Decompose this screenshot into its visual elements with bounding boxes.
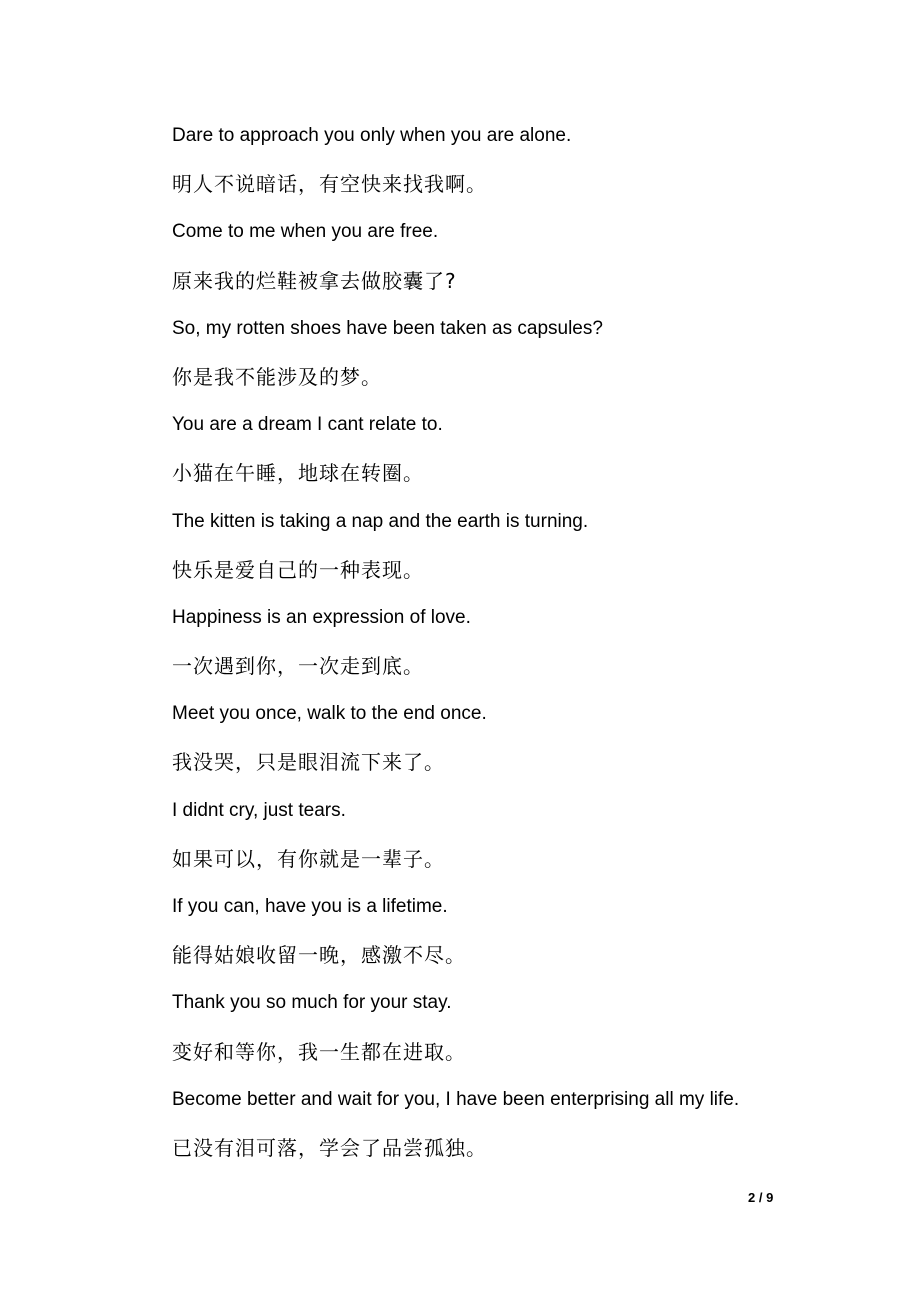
- text-line: 明人不说暗话，有空快来找我啊。: [172, 172, 487, 197]
- text-line: 我没哭，只是眼泪流下来了。: [172, 750, 445, 775]
- text-line: So, my rotten shoes have been taken as capsules?: [172, 317, 603, 339]
- text-lines: [172, 118, 872, 1178]
- text-line: 小猫在午睡，地球在转圈。: [172, 461, 424, 486]
- text-line: Happiness is an expression of love.: [172, 606, 471, 628]
- text-line: 原来我的烂鞋被拿去做胶囊了?: [172, 268, 457, 293]
- text-line: I didnt cry, just tears.: [172, 799, 346, 821]
- page-number: 2 / 9: [748, 1190, 774, 1205]
- text-line: 如果可以，有你就是一辈子。: [172, 846, 445, 871]
- text-line: 快乐是爱自己的一种表现。: [172, 557, 424, 582]
- text-line: Thank you so much for your stay.: [172, 992, 452, 1014]
- text-line: 一次遇到你，一次走到底。: [172, 654, 424, 679]
- text-line: Become better and wait for you, I have been enterprising all my life.: [172, 1088, 740, 1110]
- text-line: Meet you once, walk to the end once.: [172, 703, 487, 725]
- text-line: 你是我不能涉及的梦。: [172, 364, 382, 389]
- text-line: 变好和等你，我一生都在进取。: [172, 1039, 466, 1064]
- text-line: 已没有泪可落，学会了品尝孤独。: [172, 1135, 487, 1160]
- text-line: If you can, have you is a lifetime.: [172, 896, 448, 917]
- text-line: You are a dream I cant relate to.: [172, 414, 443, 436]
- text-line: 能得姑娘收留一晚，感激不尽。: [172, 943, 466, 968]
- text-line: The kitten is taking a nap and the earth is turning.: [172, 510, 589, 532]
- text-line: Dare to approach you only when you are alone.: [172, 125, 572, 146]
- text-line: Come to me when you are free.: [172, 221, 439, 243]
